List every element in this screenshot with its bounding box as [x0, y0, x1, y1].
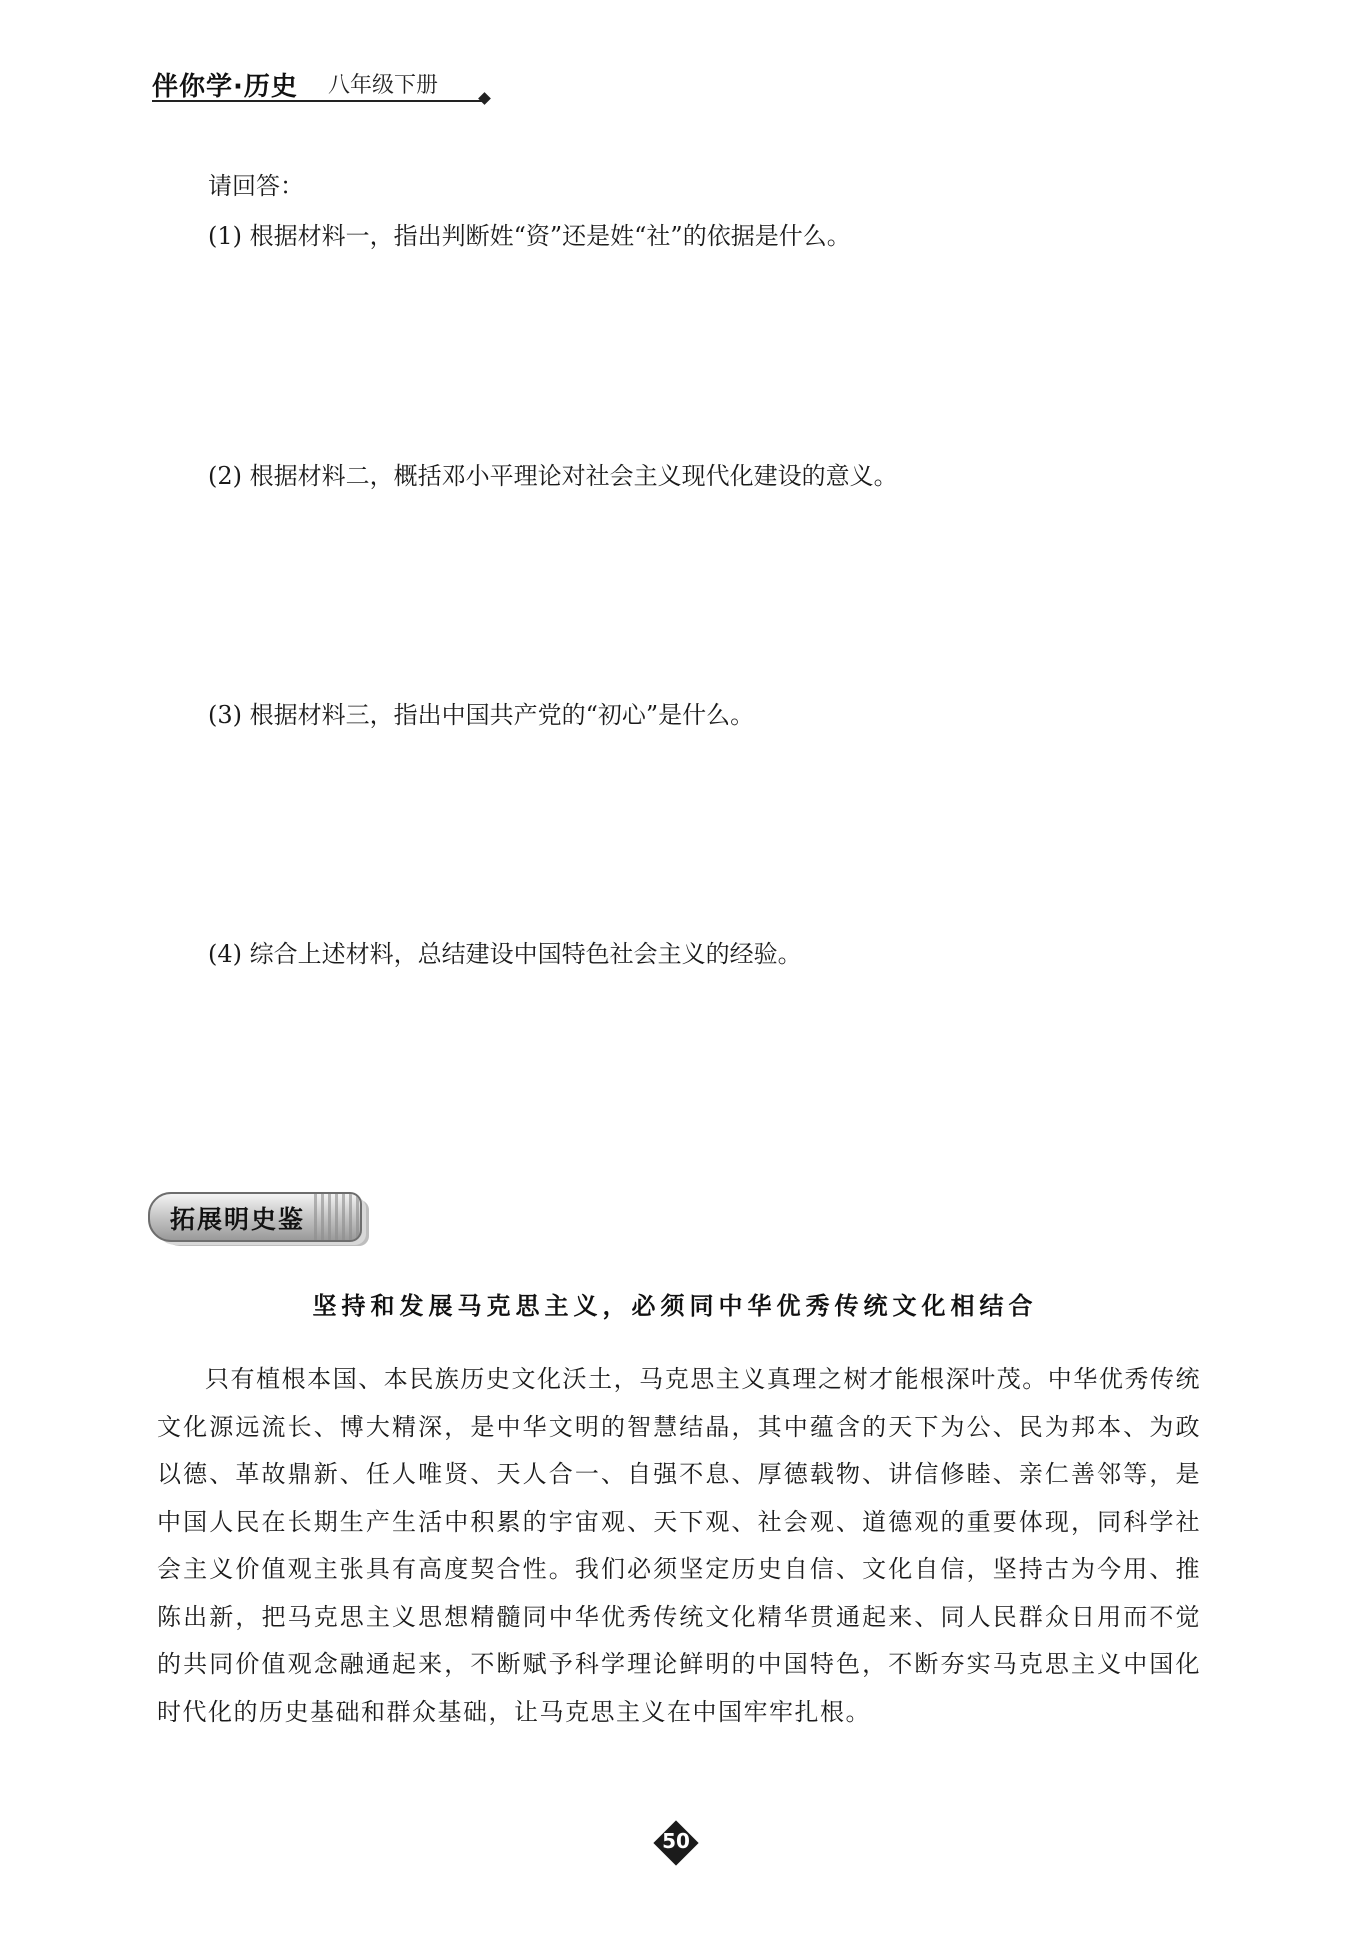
page-number — [653, 1820, 699, 1866]
book-grade-label: 八年级下册 — [328, 73, 439, 98]
badge-stripe-decoration — [314, 1194, 360, 1240]
section-badge-label: 拓展明史鉴 — [170, 1205, 306, 1234]
article-title: 坚持和发展马克思主义，必须同中华优秀传统文化相结合 — [312, 1292, 1038, 1320]
question-4: (4) 综合上述材料，总结建设中国特色社会主义的经验。 — [208, 940, 802, 968]
header-rule — [152, 100, 486, 102]
running-header — [152, 62, 494, 104]
question-2: (2) 根据材料二，概括邓小平理论对社会主义现代化建设的意义。 — [208, 462, 898, 490]
section-badge — [148, 1192, 362, 1242]
book-series-title: 伴你学·历史 — [152, 72, 298, 102]
question-1: (1) 根据材料一，指出判断姓“资”还是姓“社”的依据是什么。 — [208, 222, 851, 250]
header-diamond-ornament — [478, 92, 491, 105]
answer-prompt: 请回答： — [208, 172, 304, 200]
page-number-text: 50 — [662, 1829, 690, 1853]
question-3: (3) 根据材料三，指出中国共产党的“初心”是什么。 — [208, 701, 755, 729]
article-body: 只有植根本国、本民族历史文化沃土，马克思主义真理之树才能根深叶茂。中华优秀传统文化源远流长、博大精深，是中华文明的智慧结晶，其中蕴含的天下为公、民为邦本、为政以德、革故鼎新、任人唯贤、天人合一、自强不息、厚德载物、讲信修睦、亲仁善邻等，是中国人民在长期生产生活中积累的宇宙观、天下观、社会观、道德观的重要体现，同科学社会主义价值观主张具有高度契合性。我们必须坚定历史自信、文化自信，坚持古为今用、推陈出新，把马克思主义思想精髓同中华优秀传统文化精华贯通起来、同人民群众日用而不觉的共同价值观念融通起来，不断赋予科学理论鲜明的中国特色，不断夯实马克思主义中国化时代化的历史基础和群众基础，让马克思主义在中国牢牢扎根。 — [157, 1365, 1201, 1726]
